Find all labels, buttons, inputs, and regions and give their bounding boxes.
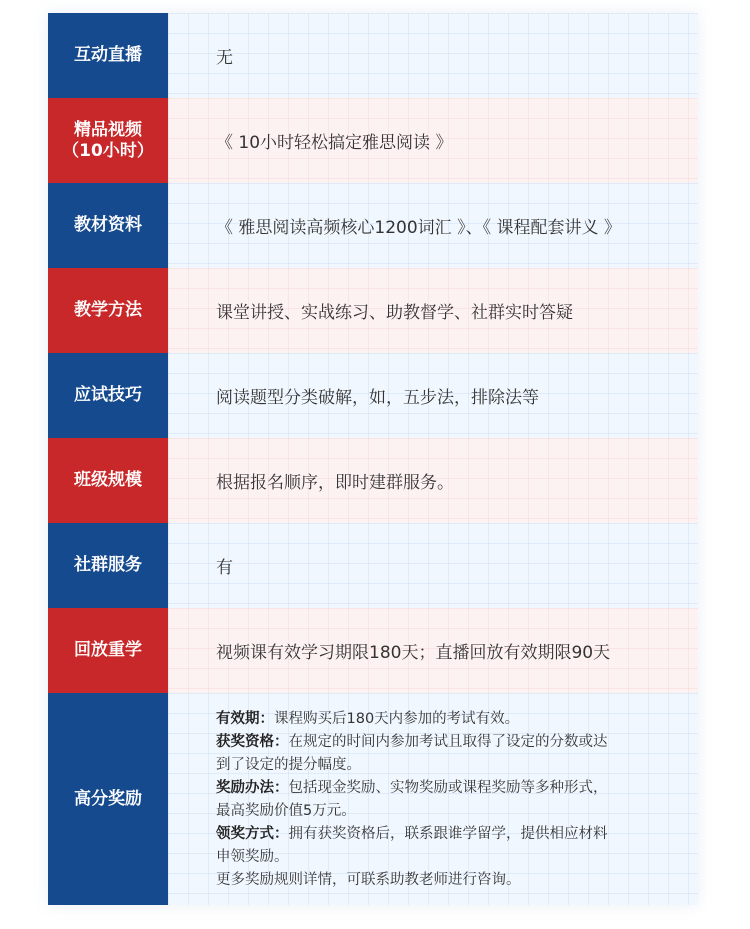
row-label-text: 精品视频 xyxy=(74,119,142,140)
method-title: 奖励办法： xyxy=(216,780,289,796)
row-value: 《 雅思阅读高频核心1200词汇 》、《 课程配套讲义 》 xyxy=(168,183,698,268)
row-label-text: 教学方法 xyxy=(74,300,142,320)
reward-details xyxy=(168,693,698,905)
row-teaching-method xyxy=(48,268,698,353)
claim-line-cont: 申领奖励。 xyxy=(216,849,289,865)
row-value: 根据报名顺序，即时建群服务。 xyxy=(168,438,698,523)
row-value: 无 xyxy=(168,13,698,98)
row-label xyxy=(48,13,168,98)
row-value: 《 10小时轻松搞定雅思阅读 》 xyxy=(168,98,698,183)
row-label xyxy=(48,183,168,268)
row-label xyxy=(48,98,168,183)
row-label-text: 高分奖励 xyxy=(74,788,142,809)
row-label-text: 教材资料 xyxy=(74,215,142,235)
method-line-cont: 最高奖励价值5万元。 xyxy=(216,803,356,819)
row-high-score-reward xyxy=(48,693,698,905)
validity-title: 有效期： xyxy=(216,711,274,727)
claim-title: 领奖方式： xyxy=(216,826,289,842)
more-info-line: 更多奖励规则详情，可联系助教老师进行咨询。 xyxy=(216,872,521,888)
row-value: 视频课有效学习期限180天；直播回放有效期限90天 xyxy=(168,608,698,693)
qualification-text: 在规定的时间内参加考试且取得了设定的分数或达 xyxy=(288,734,608,750)
row-class-size xyxy=(48,438,698,523)
row-community-service xyxy=(48,523,698,608)
validity-line xyxy=(216,708,668,731)
row-label xyxy=(48,608,168,693)
method-text: 包括现金奖励、实物奖励或课程奖励等多种形式， xyxy=(288,780,608,796)
method-line xyxy=(216,777,668,800)
qualification-line xyxy=(216,731,668,754)
row-replay xyxy=(48,608,698,693)
row-label xyxy=(48,268,168,353)
claim-line xyxy=(216,823,668,846)
course-info-table xyxy=(48,13,698,905)
claim-text: 拥有获奖资格后，联系跟谁学留学，提供相应材料 xyxy=(288,826,608,842)
row-value: 课堂讲授、实战练习、助教督学、社群实时答疑 xyxy=(168,268,698,353)
row-label xyxy=(48,693,168,905)
row-label-subtext: （10小时） xyxy=(62,140,154,161)
row-value: 阅读题型分类破解，如，五步法，排除法等 xyxy=(168,353,698,438)
row-materials xyxy=(48,183,698,268)
row-label-text: 互动直播 xyxy=(74,45,142,65)
row-label-text: 应试技巧 xyxy=(74,385,142,405)
validity-text: 课程购买后180天内参加的考试有效。 xyxy=(274,711,520,727)
row-exam-skills xyxy=(48,353,698,438)
row-label xyxy=(48,438,168,523)
row-value: 有 xyxy=(168,523,698,608)
row-live-interaction xyxy=(48,13,698,98)
row-label-text: 班级规模 xyxy=(74,470,142,490)
qualification-title: 获奖资格： xyxy=(216,734,289,750)
row-label xyxy=(48,523,168,608)
row-premium-video xyxy=(48,98,698,183)
row-label xyxy=(48,353,168,438)
row-label-text: 回放重学 xyxy=(74,640,142,660)
row-label-text: 社群服务 xyxy=(74,555,142,575)
qualification-line-cont: 到了设定的提分幅度。 xyxy=(216,757,361,773)
